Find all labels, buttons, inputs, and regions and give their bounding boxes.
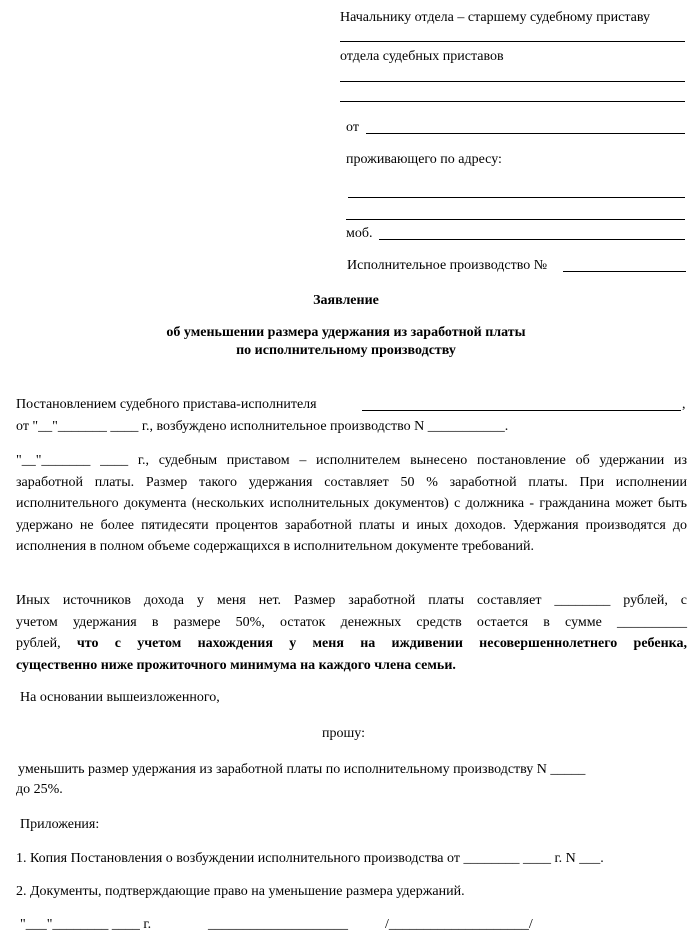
- request-line1: уменьшить размер удержания из заработной платы по исполнительному производству N _____: [18, 762, 586, 777]
- para1-line1-comma: ,: [682, 397, 686, 412]
- attachment-item-2: 2. Документы, подтверждающие право на уменьшение размера удержаний.: [16, 884, 465, 899]
- para3-line1: Иных источников дохода у меня нет. Размер заработной платы составляет ________ рублей, с: [16, 593, 687, 608]
- para1-line2: от "__"_______ ____ г., возбуждено исполнительное производство N ___________.: [16, 419, 509, 434]
- request-line2: до 25%.: [16, 782, 63, 797]
- signature-name-line[interactable]: /____________________/: [385, 917, 533, 932]
- document-subtitle-line1: об уменьшении размера удержания из заработной платы: [166, 325, 526, 340]
- request-label: прошу:: [322, 726, 365, 741]
- bailiff-name-blank[interactable]: [362, 410, 681, 411]
- proceeding-label: Исполнительное производство №: [347, 258, 548, 273]
- header-department-line: отдела судебных приставов: [340, 49, 504, 64]
- address-blank-line[interactable]: [346, 219, 685, 220]
- department-blank-line[interactable]: [340, 101, 685, 102]
- department-blank-line[interactable]: [340, 81, 685, 82]
- from-label: от: [346, 120, 359, 135]
- para3-line3-bold: что с учетом нахождения у меня на иждивении несовершеннолетнего ребенка,: [76, 636, 687, 651]
- basis-text: На основании вышеизложенного,: [20, 690, 220, 705]
- address-blank-line[interactable]: [348, 197, 685, 198]
- signature-line[interactable]: ____________________: [208, 917, 348, 932]
- document-subtitle-line2: по исполнительному производству: [236, 343, 456, 358]
- para3-line3: [16, 635, 687, 652]
- para2-body: "__"_______ ____ г., судебным приставом – исполнителем вынесено постановление об удержании из заработной платы. Размер такого удержания составляет 50 % заработной платы. При исполнении исполнительного документа (нескольких исполнительных документов) с должника - гражданина может быть удержано не более пятидесяти процентов заработной платы и иных доходов. Удержания производятся до исполнения в полном объеме содержащихся в исполнительном документе требований.: [16, 453, 687, 555]
- para3-line3-plain: рублей,: [16, 636, 77, 651]
- attachments-label: Приложения:: [20, 817, 100, 832]
- signature-date[interactable]: "___"________ ____ г.: [20, 917, 152, 932]
- phone-blank-line[interactable]: [379, 239, 685, 240]
- header-blank-line[interactable]: [340, 41, 685, 42]
- para1-line1-text: Постановлением судебного пристава-исполнителя: [16, 397, 317, 412]
- phone-label: моб.: [346, 226, 373, 241]
- header-addressee-line: Начальнику отдела – старшему судебному приставу: [340, 10, 650, 25]
- para3-line4: существенно ниже прожиточного минимума на каждого члена семьи.: [16, 658, 456, 673]
- from-blank-line[interactable]: [366, 133, 685, 134]
- document-title: Заявление: [313, 293, 379, 308]
- residing-label: проживающего по адресу:: [346, 152, 502, 167]
- proceeding-number-blank[interactable]: [563, 271, 686, 272]
- para3-line2: учетом удержания в размере 50%, остаток денежных средств остается в сумме __________: [16, 615, 687, 630]
- attachment-item-1: 1. Копия Постановления о возбуждении исполнительного производства от ________ ____ г. N ___.: [16, 851, 604, 866]
